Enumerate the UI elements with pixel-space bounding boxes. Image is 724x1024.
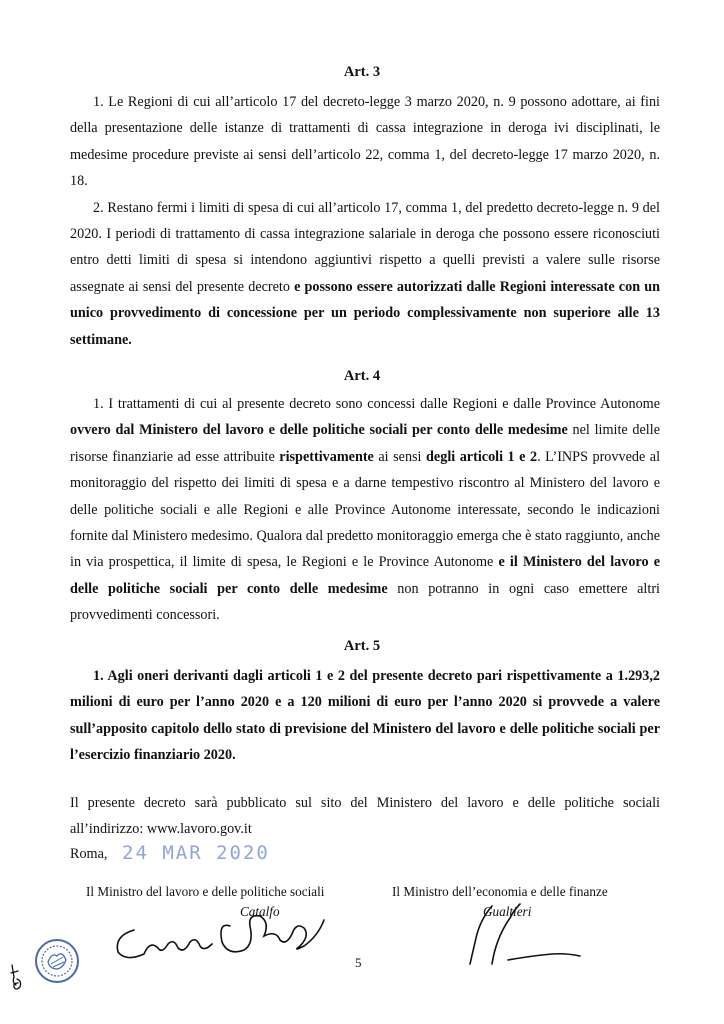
page-number: 5 [355, 955, 362, 970]
article-4-paragraph-1 [70, 391, 660, 629]
left-signatory-title: Il Ministro del lavoro e delle politiche sociali [86, 884, 325, 899]
left-signatory-name: Catalfo [240, 904, 280, 919]
article-4-bold-3: degli articoli 1 e 2 [426, 448, 538, 465]
place-label: Roma, [70, 846, 108, 862]
article-5-title: Art. 5 [343, 638, 381, 654]
publication-notice: Il presente decreto sarà pubblicato sul sito del Ministero del lavoro e delle politiche sociali all’indirizzo: www.lavoro.gov.it [70, 795, 660, 838]
article-3-body [70, 89, 660, 353]
article-4-title: Art. 4 [343, 368, 381, 384]
article-4-text-1: 1. I trattamenti di cui al presente decreto sono concessi dalle Regioni e dalle Province Autonome [93, 396, 660, 412]
article-3-paragraph-2-bold: e possono essere autorizzati dalle Regioni interessate con un unico provvedimento di concessione per un periodo complessivamente non superiore alle 13 settimane. [70, 278, 660, 348]
article-4-text-4: . L’INPS provvede al monitoraggio del rispetto dei limiti di spesa e a darne tempestivo riscontro al Ministero del lavoro e delle politiche sociali e alle Regioni e alle Province Autonome interessate, secondo le indicazioni fornite dal Ministero medesimo. Qualora dal predetto monitoraggio emerga che è stato raggiunto, anche in via prospettica, il limite di spesa, le Regioni e le Province Autonome [70, 448, 661, 571]
article-5-body [70, 663, 660, 769]
article-5-paragraph-1: 1. Agli oneri derivanti dagli articoli 1 e 2 del presente decreto pari rispettivamente a 1.293,2 milioni di euro per l’anno 2020 e a 120 milioni di euro per l’anno 2020 si provvede a valere sull’apposito capitolo dello stato di previsione del Ministero del lavoro e delle politiche sociali per l’esercizio finanziario 2020. [70, 668, 660, 764]
article-4-bold-4: e il Ministero del lavoro e delle politiche sociali per conto delle medesime [70, 554, 660, 597]
seal-icon [34, 938, 80, 984]
initials-mark-icon [8, 963, 26, 993]
right-signature-icon [440, 898, 590, 968]
article-4-body [70, 391, 660, 629]
article-3-paragraph-2-plain: 2. Restano fermi i limiti di spesa di cui all’articolo 17, comma 1, del predetto decreto-legge n. 9 del 2020. I periodi di trattamento di cassa integrazione salariale in deroga che possono essere riconosciuti entro detti limiti di spesa si intendono aggiuntivi rispetto a quelli previsti a valere sulle risorse assegnate ai sensi del presente decreto [70, 199, 660, 295]
right-signatory-title: Il Ministro dell’economia e delle finanze [392, 884, 608, 899]
article-4-bold-2: rispettivamente [279, 448, 374, 465]
article-3-paragraph-1: 1. Le Regioni di cui all’articolo 17 del decreto-legge 3 marzo 2020, n. 9 possono adottare, ai fini della presentazione delle istanze di trattamenti di cassa integrazione in deroga ivi disciplinati, le medesime procedure previste ai sensi dell’articolo 22, comma 1, del decreto-legge 17 marzo 2020, n. 18. [70, 94, 660, 190]
date-stamp: 24 MAR 2020 [122, 842, 270, 864]
article-4-text-3: ai sensi [378, 448, 422, 465]
right-signatory-name: Gualtieri [483, 904, 532, 919]
article-3-title: Art. 3 [343, 64, 381, 80]
article-4-text-2: nel limite delle risorse finanziarie ad esse attribuite [70, 422, 660, 465]
article-3-paragraph-2 [70, 195, 660, 353]
left-signature-icon [104, 896, 334, 968]
article-4-bold-1: ovvero dal Ministero del lavoro e delle politiche sociali per conto delle medesime [70, 422, 568, 439]
article-4-text-5: non potranno in ogni caso emettere altri provvedimenti concessori. [70, 580, 660, 624]
